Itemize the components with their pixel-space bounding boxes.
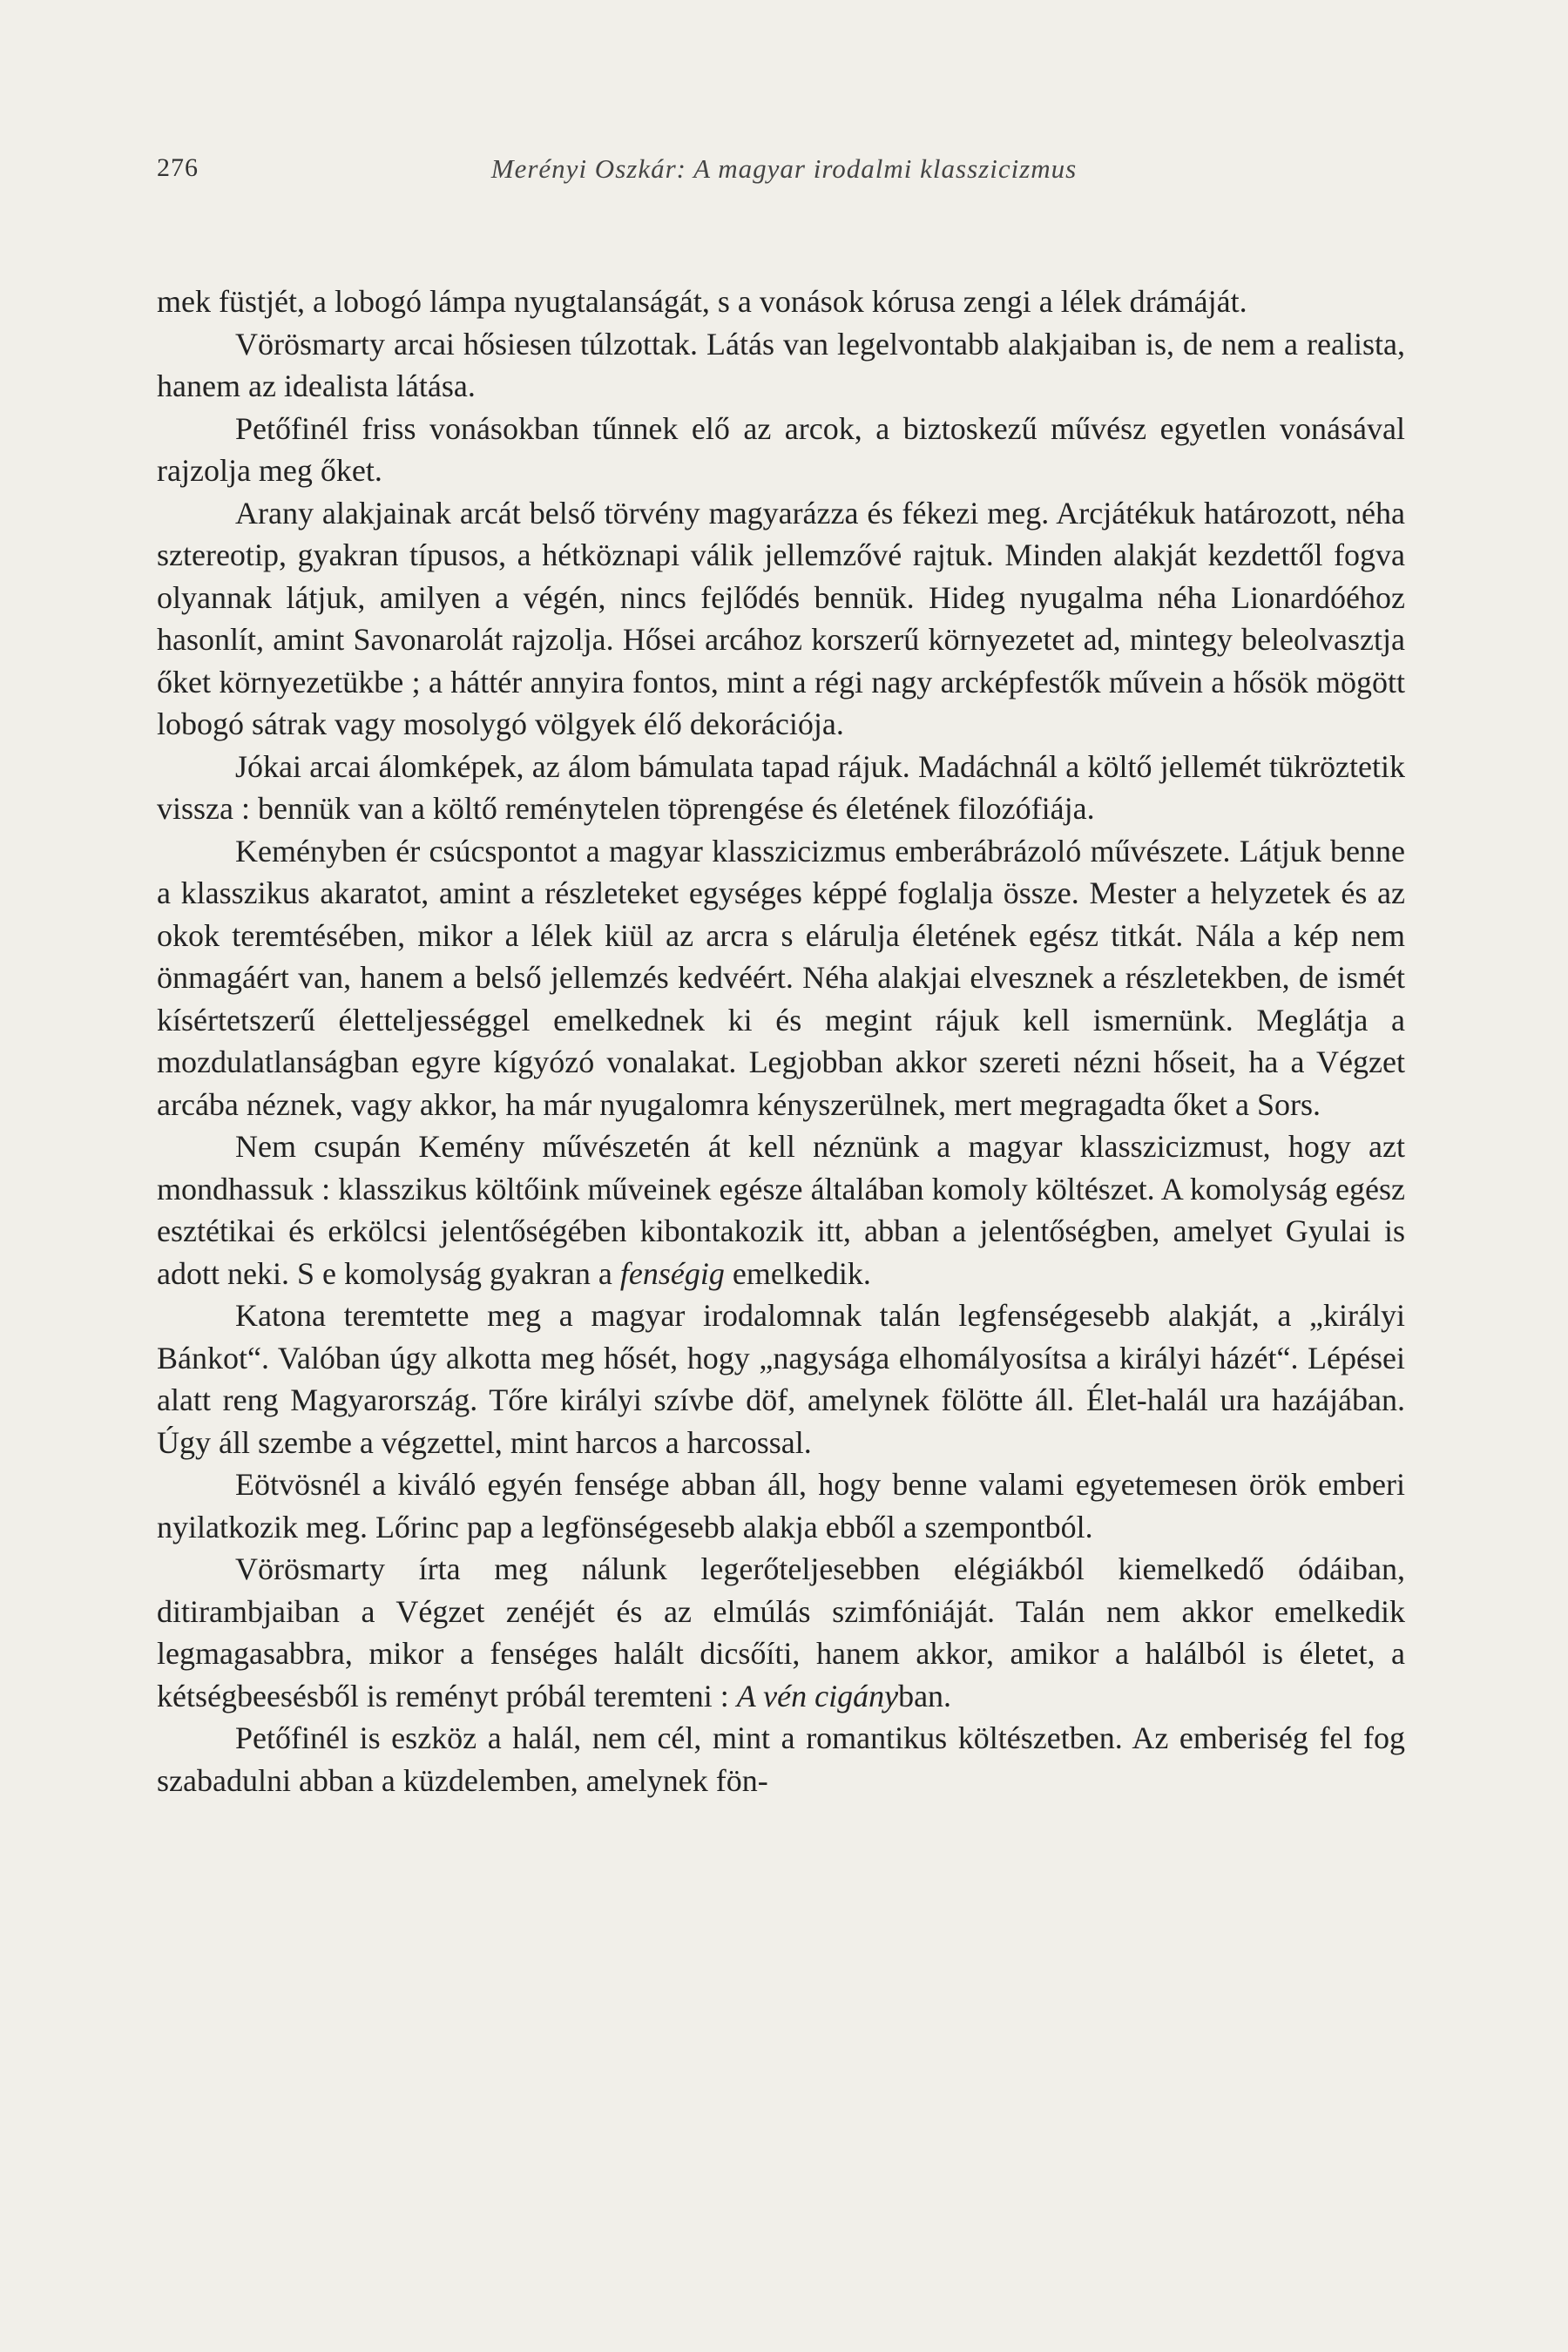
text-run: mek füstjét, a lobogó lámpa nyugtalanságát, s a vonások kórusa zengi a lélek drámáját. bbox=[157, 284, 1247, 319]
paragraph bbox=[157, 323, 1405, 408]
text-run: emelkedik. bbox=[724, 1255, 871, 1291]
paragraph bbox=[157, 1717, 1405, 1801]
paragraph bbox=[157, 746, 1405, 830]
paragraph bbox=[157, 408, 1405, 492]
paragraph bbox=[157, 492, 1405, 746]
text-run: Katona teremtette meg a magyar irodalomnak talán legfenségesebb alakját, a „királyi Bánkot“. Valóban úgy alkotta meg hősét, hogy „nagysága elhomályosítsa a királyi házét“. Lépései alatt reng Magyarország. Tőre királyi szívbe döf, amelynek fölötte áll. Élet-halál ura hazájában. Úgy áll szembe a végzettel, mint harcos a harcossal. bbox=[157, 1298, 1405, 1460]
text-run: Arany alakjainak arcát belső törvény magyarázza és fékezi meg. Arcjátékuk határozott, néha sztereotip, gyakran típusos, a hétköznapi válik jellemzővé rajtuk. Minden alakját kezdettől fogva olyannak látjuk, amilyen a végén, nincs fejlődés bennük. Hideg nyugalma néha Lionardóéhoz hasonlít, amint Savonarolát rajzolja. Hősei arcához korszerű környezetet ad, mintegy beleolvasztja őket környezetükbe ; a háttér annyira fontos, mint a régi nagy arcképfestők művein a hősök mögött lobogó sátrak vagy mosolygó völgyek élő dekorációja. bbox=[157, 495, 1405, 741]
paragraph bbox=[157, 1463, 1405, 1548]
text-run: Vörösmarty arcai hősiesen túlzottak. Látás van legelvontabb alakjaiban is, de nem a realista, hanem az idealista látása. bbox=[157, 326, 1405, 403]
text-run: Keményben ér csúcspontot a magyar klasszicizmus emberábrázoló művészete. Látjuk benne a klasszikus akaratot, amint a részleteket egységes képpé foglalja össze. Mester a helyzetek és az okok teremtésében, mikor a lélek kiül az arcra s elárulja életének egész titkát. Nála a kép nem önmagáért van, hanem a belső jellemzés kedvéért. Néha alakjai elvesznek a részletekben, de ismét kísértetszerű életteljességgel emelkednek ki és megint rájuk kell ismernünk. Meglátja a mozdulatlanságban egyre kígyózó vonalakat. Legjobban akkor szereti nézni hőseit, ha a Végzet arcába néznek, vagy akkor, ha már nyugalomra kényszerülnek, mert megragadta őket a Sors. bbox=[157, 833, 1405, 1122]
page-number: 276 bbox=[157, 153, 199, 182]
italic-text: fenségig bbox=[619, 1255, 725, 1291]
paragraph bbox=[157, 830, 1405, 1126]
paragraph bbox=[157, 1125, 1405, 1294]
text-run: Nem csupán Kemény művészetén át kell néznünk a magyar klasszicizmust, hogy azt mondhassuk : klasszikus költőink műveinek egésze általában komoly költészet. A komolyság egész esztétikai és erkölcsi jelentőségében kibontakozik itt, abban a jelentőségben, amelyet Gyulai is adott neki. S e komolyság gyakran a bbox=[157, 1129, 1405, 1291]
text-run: Petőfinél friss vonásokban tűnnek elő az arcok, a biztoskezű művész egyetlen vonásával rajzolja meg őket. bbox=[157, 410, 1405, 488]
body-text bbox=[157, 280, 1405, 1801]
paragraph bbox=[157, 1548, 1405, 1717]
text-run: Vörösmarty írta meg nálunk legerőteljesebben elégiákból kiemelkedő ódáiban, ditirambjaiban a Végzet zenéjét és az elmúlás szimfóniáját. Talán nem akkor emelkedik legmagasabbra, mikor a fenséges halált dicsőíti, hanem akkor, amikor a halálból is életet, a kétségbeesésből is reményt próbál teremteni : bbox=[157, 1551, 1405, 1713]
italic-text: A vén cigány bbox=[736, 1678, 899, 1713]
text-run: Eötvösnél a kiváló egyén fensége abban áll, hogy benne valami egyetemesen örök emberi nyilatkozik meg. Lőrinc pap a legfönségesebb alakja ebből a szempontból. bbox=[157, 1467, 1405, 1544]
running-title: Merényi Oszkár: A magyar irodalmi klasszicizmus bbox=[490, 153, 1078, 184]
paragraph bbox=[157, 1294, 1405, 1463]
text-run: Jókai arcai álomképek, az álom bámulata tapad rájuk. Madáchnál a költő jellemét tükröztetik vissza : bennük van a költő reménytelen töprengése és életének filozófiája. bbox=[157, 748, 1405, 826]
page-header bbox=[157, 153, 1411, 197]
text-run: Petőfinél is eszköz a halál, nem cél, mint a romantikus költészetben. Az emberiség fel fog szabadulni abban a küzdelemben, amelynek fön- bbox=[157, 1720, 1405, 1798]
text-run: ban. bbox=[898, 1678, 952, 1713]
paragraph bbox=[157, 280, 1405, 323]
